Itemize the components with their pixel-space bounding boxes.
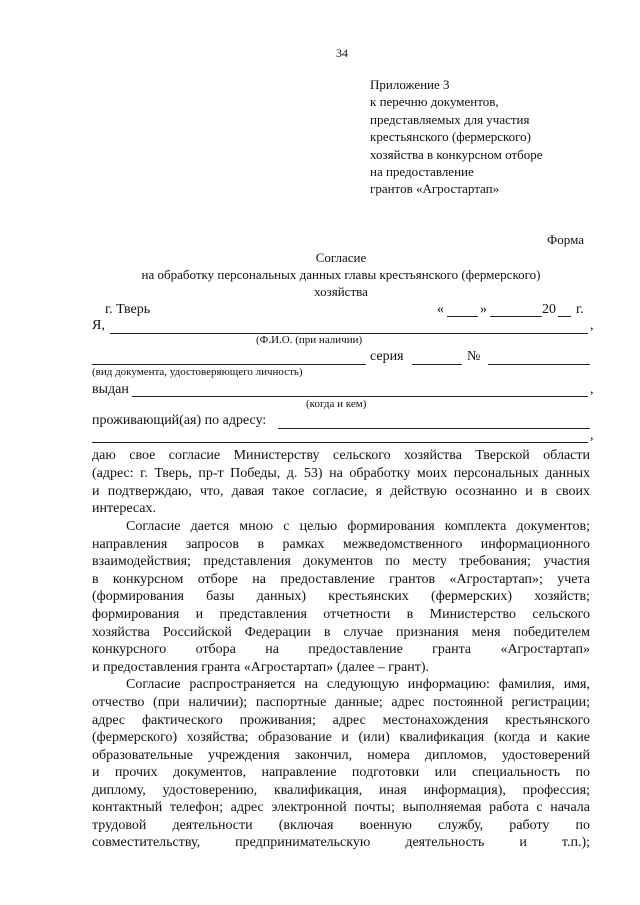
paragraph-line: диплому, удостоверению, квалификация, иная информация), профессия; xyxy=(92,783,590,798)
paragraph-line: Согласие распространяется на следующую информацию: фамилия, имя, xyxy=(126,677,590,692)
paragraph-line: трудовой деятельности (включая военную службу, работу по xyxy=(92,818,590,833)
appendix-line: представляемых для участия xyxy=(370,111,530,127)
document-title: Согласие xyxy=(315,250,367,265)
appendix-line: к перечню документов, xyxy=(370,94,499,110)
issued-comma: , xyxy=(590,382,594,397)
number-label: № xyxy=(467,349,481,364)
paragraph-line: (формирования базы данных) крестьянских (фермерских) хозяйств; xyxy=(92,589,590,604)
issued-label: выдан xyxy=(92,382,129,397)
page-number: 34 xyxy=(336,46,348,60)
paragraph-line: адрес фактического проживания; адрес местонахождения крестьянского xyxy=(92,713,590,728)
paragraph-line: и прочих документов, направление подготовки или специальность по xyxy=(92,765,590,780)
paragraph-line: направления запросов в рамках межведомственного информационного xyxy=(92,537,590,552)
date-century: 20 xyxy=(542,302,556,317)
paragraph-line: хозяйства Российской Федерации в случае признания меня победителем xyxy=(92,625,590,640)
date-open-quote: « xyxy=(437,302,444,317)
appendix-line: Приложение 3 xyxy=(370,77,450,92)
address-field-line2[interactable] xyxy=(92,442,588,443)
fio-comma: , xyxy=(590,318,594,333)
paragraph-line: конкурсного отбора на предоставление гранта «Агростартап» xyxy=(92,642,590,657)
paragraph-line: образовательные учреждения закончил, номера дипломов, удостоверений xyxy=(92,748,590,763)
paragraph-line: даю свое согласие Министерству сельского хозяйства Тверской области xyxy=(92,448,590,463)
issued-field[interactable] xyxy=(132,396,588,397)
date-day-field[interactable] xyxy=(447,316,478,317)
paragraph-line: контактный телефон; адрес электронной почты; выполняемая работа с начала xyxy=(92,800,590,815)
document-subtitle: на обработку персональных данных главы крестьянского (фермерского) xyxy=(141,267,541,282)
paragraph-line: отчество (при наличии); паспортные данные; адрес постоянной регистрации; xyxy=(92,695,590,710)
paragraph-line: (фермерского) хозяйства; образование и (или) квалификация (когда и какие xyxy=(92,730,590,745)
appendix-block xyxy=(370,76,543,198)
appendix-line: крестьянского (фермерского) xyxy=(370,129,531,145)
date-year-suffix: г. xyxy=(576,302,584,317)
address-comma: , xyxy=(590,428,594,443)
paragraph-line: в конкурсном отборе на предоставление грантов «Агростартап»; учета xyxy=(92,572,590,587)
paragraph-line: интересах. xyxy=(92,501,156,516)
series-label: серия xyxy=(370,349,404,364)
fio-caption: (Ф.И.О. (при наличии) xyxy=(256,334,363,346)
i-label: Я, xyxy=(92,318,105,333)
document-type-field[interactable] xyxy=(92,364,366,365)
paragraph-line: Согласие дается мною с целью формирования комплекта документов; xyxy=(126,519,590,534)
form-label: Форма xyxy=(547,232,584,247)
paragraph-line: и предоставления гранта «Агростартап» (далее – грант). xyxy=(92,660,430,675)
paragraph-line: взаимодействия; представления документов по месту требования; участия xyxy=(92,554,590,569)
number-field[interactable] xyxy=(488,364,590,365)
paragraph-line: формирования и представления отчетности в Министерство сельского xyxy=(92,607,590,622)
paragraph-line: совместительству, предпринимательскую деятельность и т.п.); xyxy=(92,835,590,850)
address-label: проживающий(ая) по адресу: xyxy=(92,413,267,428)
city: г. Тверь xyxy=(105,302,151,317)
series-field[interactable] xyxy=(412,364,462,365)
address-field[interactable] xyxy=(278,428,590,429)
date-month-field[interactable] xyxy=(490,316,542,317)
document-type-caption: (вид документа, удостоверяющего личность) xyxy=(92,366,303,378)
appendix-line: на предоставление xyxy=(370,164,474,180)
appendix-line: грантов «Агростартап» xyxy=(370,181,500,197)
date-year-field[interactable] xyxy=(558,316,571,317)
document-subtitle-cont: хозяйства xyxy=(314,284,368,299)
date-close-quote: » xyxy=(480,302,487,317)
paragraph-line: (адрес: г. Тверь, пр-т Победы, д. 53) на обработку моих персональных данных xyxy=(92,466,590,481)
issued-caption: (когда и кем) xyxy=(306,398,367,410)
appendix-line: хозяйства в конкурсном отборе xyxy=(370,146,543,162)
paragraph-line: и подтверждаю, что, давая такое согласие, я действую осознанно и в своих xyxy=(92,484,590,499)
